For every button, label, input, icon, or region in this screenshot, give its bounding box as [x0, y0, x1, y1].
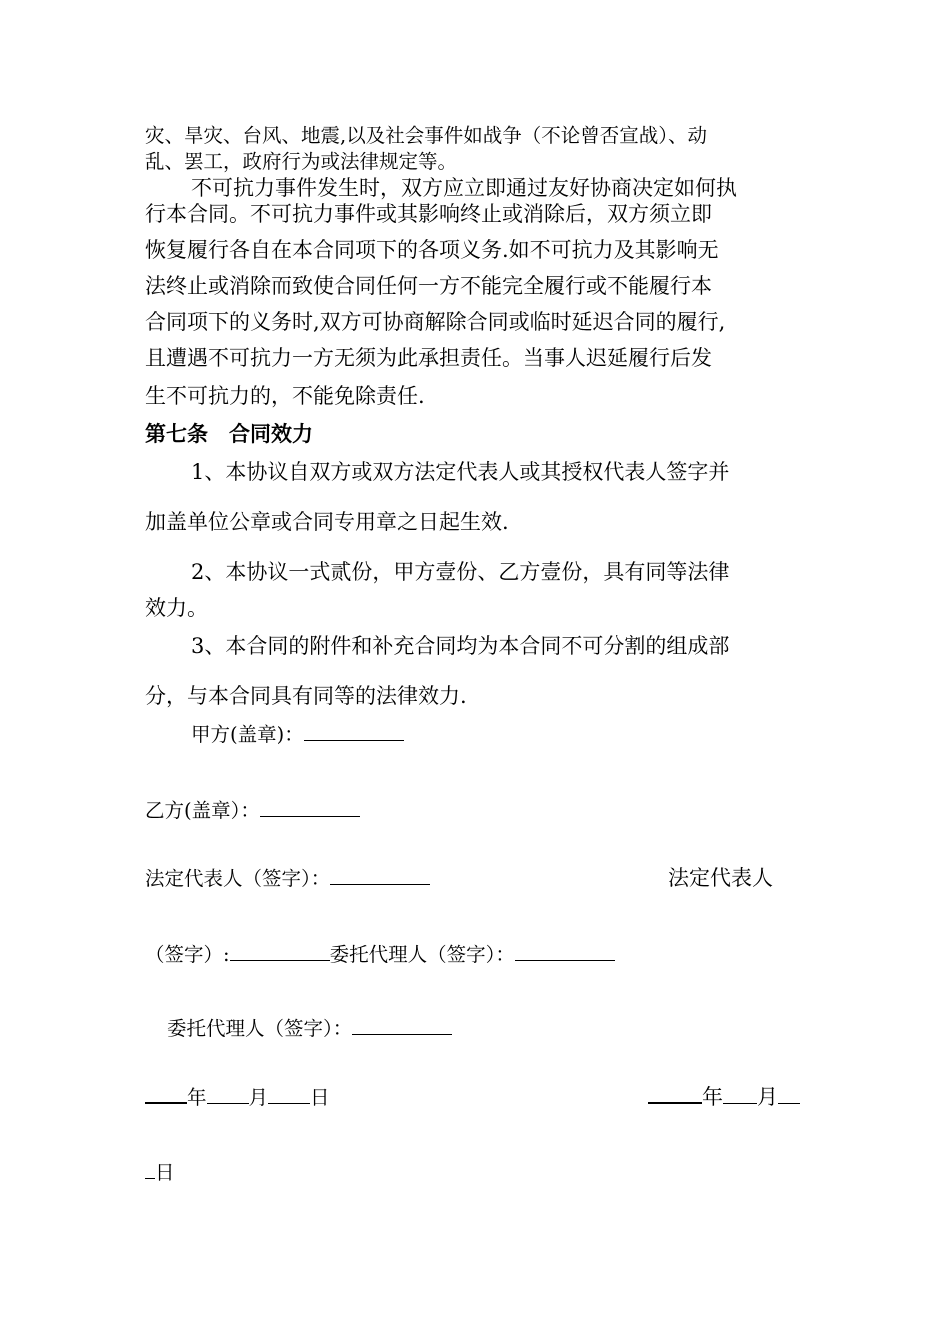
legal-rep-left: [145, 866, 430, 891]
day-label: 日: [155, 1161, 175, 1184]
clause-text-line: 且遭遇不可抗力一方无须为此承担责任。当事人迟延履行后发: [145, 346, 712, 370]
day-label: 日: [310, 1086, 330, 1109]
party-a-seal: [191, 722, 404, 747]
sign-prefix: （签字）:: [145, 943, 230, 966]
clause-text-line: 灾、旱灾、台风、地震,以及社会事件如战争（不论曾否宣战）、动: [145, 124, 707, 147]
day-blank: [145, 1160, 155, 1179]
paragraph-line: 2、本协议一式贰份，甲方壹份、乙方壹份，具有同等法律: [191, 560, 730, 584]
legal-rep-left-label: 法定代表人（签字）：: [145, 867, 331, 890]
party-b-seal: [145, 798, 360, 823]
clause-text-line: 恢复履行各自在本合同项下的各项义务.如不可抗力及其影响无: [145, 238, 719, 262]
article-heading: 第七条 合同效力: [145, 421, 313, 446]
agent-mid-label: 委托代理人（签字）：: [329, 943, 515, 966]
paragraph-line: 效力。: [145, 596, 208, 620]
year-label: 年: [702, 1085, 723, 1109]
party-b-blank: [260, 798, 360, 817]
agent-line: [167, 1016, 452, 1041]
paragraph-line: 分，与本合同具有同等的法律效力.: [145, 684, 467, 708]
date-right-continued: [145, 1160, 175, 1185]
year-blank: [145, 1084, 187, 1104]
agent-blank: [352, 1016, 452, 1035]
party-b-label: 乙方(盖章）：: [145, 799, 260, 822]
clause-text-line: 行本合同。不可抗力事件或其影响终止或消除后，双方须立即: [145, 202, 712, 226]
year-blank: [648, 1084, 702, 1104]
date-right: [648, 1084, 800, 1109]
agent-mid-blank: [515, 942, 615, 961]
year-label: 年: [187, 1086, 207, 1109]
legal-rep-left-blank: [330, 866, 430, 885]
clause-text-line: 生不可抗力的，不能免除责任.: [145, 384, 425, 408]
legal-rep-right-label: 法定代表人: [668, 866, 773, 890]
sign-line: [145, 942, 615, 967]
party-a-blank: [304, 722, 404, 741]
month-blank: [207, 1085, 249, 1104]
paragraph-line: 1、本协议自双方或双方法定代表人或其授权代表人签字并: [191, 460, 730, 484]
paragraph-line: 3、本合同的附件和补充合同均为本合同不可分割的组成部: [191, 634, 730, 658]
date-left: [145, 1084, 330, 1110]
clause-text-line: 不可抗力事件发生时，双方应立即通过友好协商决定如何执: [191, 176, 737, 200]
party-a-label: 甲方(盖章)：: [191, 723, 304, 746]
clause-text-line: 合同项下的义务时,双方可协商解除合同或临时延迟合同的履行,: [145, 310, 726, 334]
clause-text-line: 法终止或消除而致使合同任何一方不能完全履行或不能履行本: [145, 274, 712, 298]
month-label: 月: [757, 1085, 778, 1109]
month-blank: [723, 1085, 757, 1104]
day-blank: [268, 1085, 310, 1104]
month-label: 月: [248, 1086, 269, 1109]
day-blank: [778, 1085, 800, 1104]
paragraph-line: 加盖单位公章或合同专用章之日起生效.: [145, 510, 509, 534]
clause-text-line: 乱、罢工，政府行为或法律规定等。: [145, 150, 458, 173]
sign-blank: [230, 942, 330, 961]
agent-label: 委托代理人（签字）：: [167, 1017, 353, 1040]
